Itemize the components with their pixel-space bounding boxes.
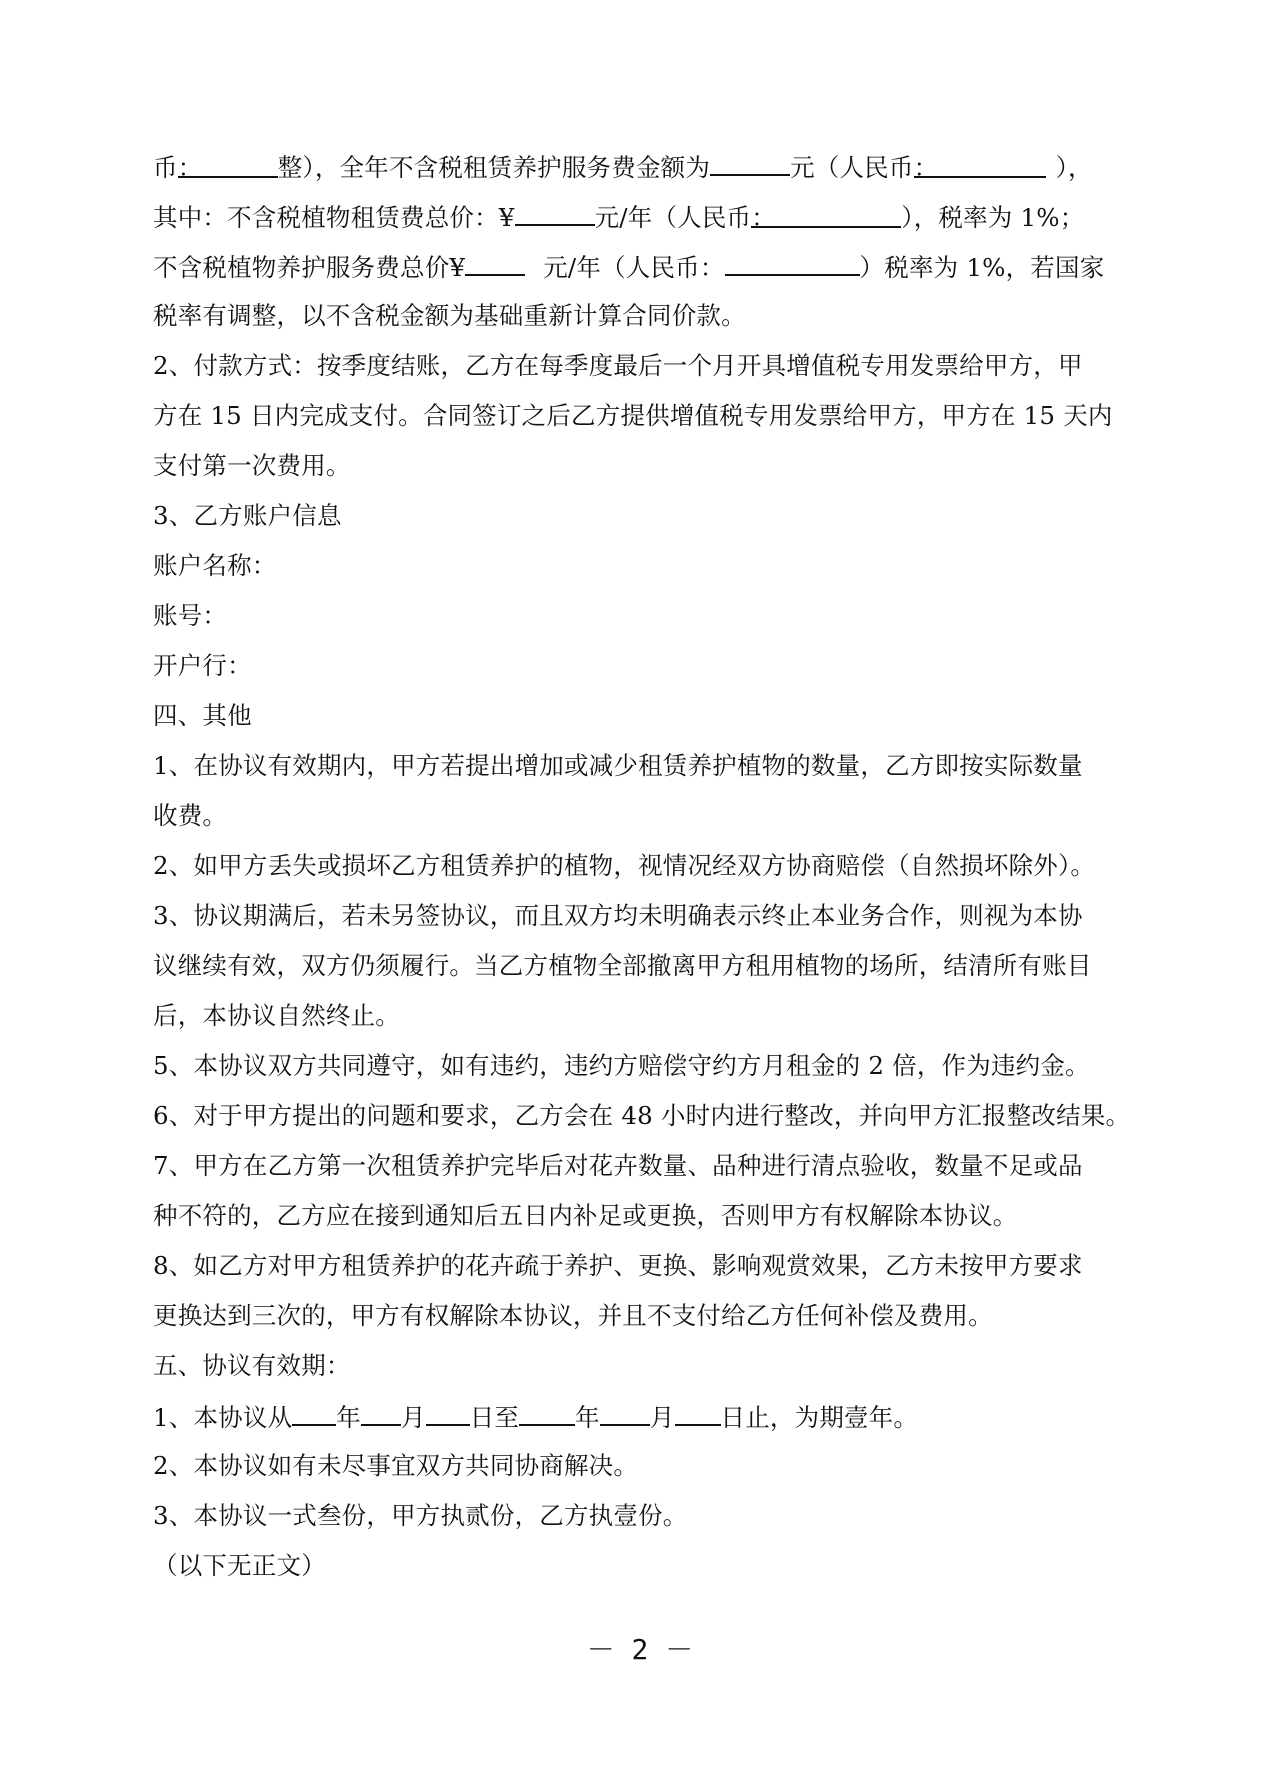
blank-field [913,152,1046,182]
clause-7-line-1: 7、甲方在乙方第一次租赁养护完毕后对花卉数量、品种进行清点验收，数量不足或品 [153,1151,1083,1180]
fee-line-4: 税率有调整，以不含税金额为基础重新计算合同价款。 [153,301,746,330]
clause-1-line-2: 收费。 [153,801,228,830]
text: 元/年（人民币 [594,203,752,232]
text: 日止，为期壹年。 [720,1403,919,1432]
text: 元（人民币 [790,153,914,182]
clause-1-line-1: 1、在协议有效期内，甲方若提出增加或减少租赁养护植物的数量，乙方即按实际数量 [153,751,1083,780]
text: 不含税植物养护服务费总价¥ [153,253,466,282]
bank-label: 开户行： [153,651,252,680]
text: 月 [401,1403,426,1432]
page-number: － 2 － [586,1633,694,1666]
end-note: （以下无正文） [153,1551,326,1580]
blank-field [426,1400,470,1426]
clause-7-line-2: 种不符的，乙方应在接到通知后五日内补足或更换，否则甲方有权解除本协议。 [153,1201,1018,1230]
account-heading: 3、乙方账户信息 [153,501,342,530]
blank-field [710,150,790,176]
clause-3-line-1: 3、协议期满后，若未另签协议，而且双方均未明确表示终止本业务合作，则视为本协 [153,901,1083,930]
text: ： [751,203,776,232]
blank-field [465,250,525,276]
blank-field [600,1400,650,1426]
text: 年 [336,1403,361,1432]
text: ）税率为 1%，若国家 [859,253,1105,282]
text: 其中：不含税植物租赁费总价：¥ [153,203,515,232]
text: 1、本协议从 [153,1403,293,1432]
text: 币 [153,153,178,182]
clause-8-line-1: 8、如乙方对甲方租赁养护的花卉疏于养护、更换、影响观赏效果，乙方未按甲方要求 [153,1251,1083,1280]
blank-field [515,200,595,226]
validity-line-3: 3、本协议一式叁份，甲方执贰份，乙方执壹份。 [153,1501,688,1530]
section-heading-validity: 五、协议有效期： [153,1351,351,1380]
text: ），税率为 1%； [901,203,1085,232]
text: 日至 [469,1403,520,1432]
blank-field [292,1400,336,1426]
validity-line-2: 2、本协议如有未尽事宜双方共同协商解决。 [153,1451,639,1480]
text: 月 [649,1403,675,1432]
text: ）， [1055,153,1093,182]
text: 元/年（人民币： [543,253,725,282]
blank-field [725,250,860,276]
fee-line-3 [153,250,1104,284]
clause-8-line-2: 更换达到三次的，甲方有权解除本协议，并且不支付给乙方任何补偿及费用。 [153,1301,993,1330]
clause-5: 5、本协议双方共同遵守，如有违约，违约方赔偿守约方月租金的 2 倍，作为违约金。 [153,1051,1090,1080]
fee-line-2 [153,200,1084,234]
validity-dates [153,1400,918,1434]
section-heading-other: 四、其他 [153,701,252,730]
clause-2: 2、如甲方丢失或损坏乙方租赁养护的植物，视情况经双方协商赔偿（自然损坏除外）。 [153,851,1096,880]
payment-line-3: 支付第一次费用。 [153,451,351,480]
blank-field [177,152,278,182]
blank-field [675,1400,721,1426]
blank-field [361,1400,401,1426]
fee-line-1 [153,150,1093,184]
clause-3-line-3: 后，本协议自然终止。 [153,1001,400,1030]
payment-line-1: 2、付款方式：按季度结账，乙方在每季度最后一个月开具增值税专用发票给甲方，甲 [153,351,1083,380]
blank-field [751,202,901,232]
clause-6: 6、对于甲方提出的问题和要求，乙方会在 48 小时内进行整改，并向甲方汇报整改结果。 [153,1101,1131,1130]
clause-3-line-2: 议继续有效，双方仍须履行。当乙方植物全部撤离甲方租用植物的场所，结清所有账目 [153,951,1092,980]
text: ： [177,153,203,182]
text: ： [913,153,939,182]
account-name-label: 账户名称： [153,551,277,580]
blank-field [519,1400,575,1426]
text: 整），全年不含税租赁养护服务费金额为 [277,153,711,182]
payment-line-2: 方在 15 日内完成支付。合同签订之后乙方提供增值税专用发票给甲方，甲方在 15 天内 [153,401,1113,430]
account-number-label: 账号： [153,601,228,630]
text: 年 [575,1403,600,1432]
